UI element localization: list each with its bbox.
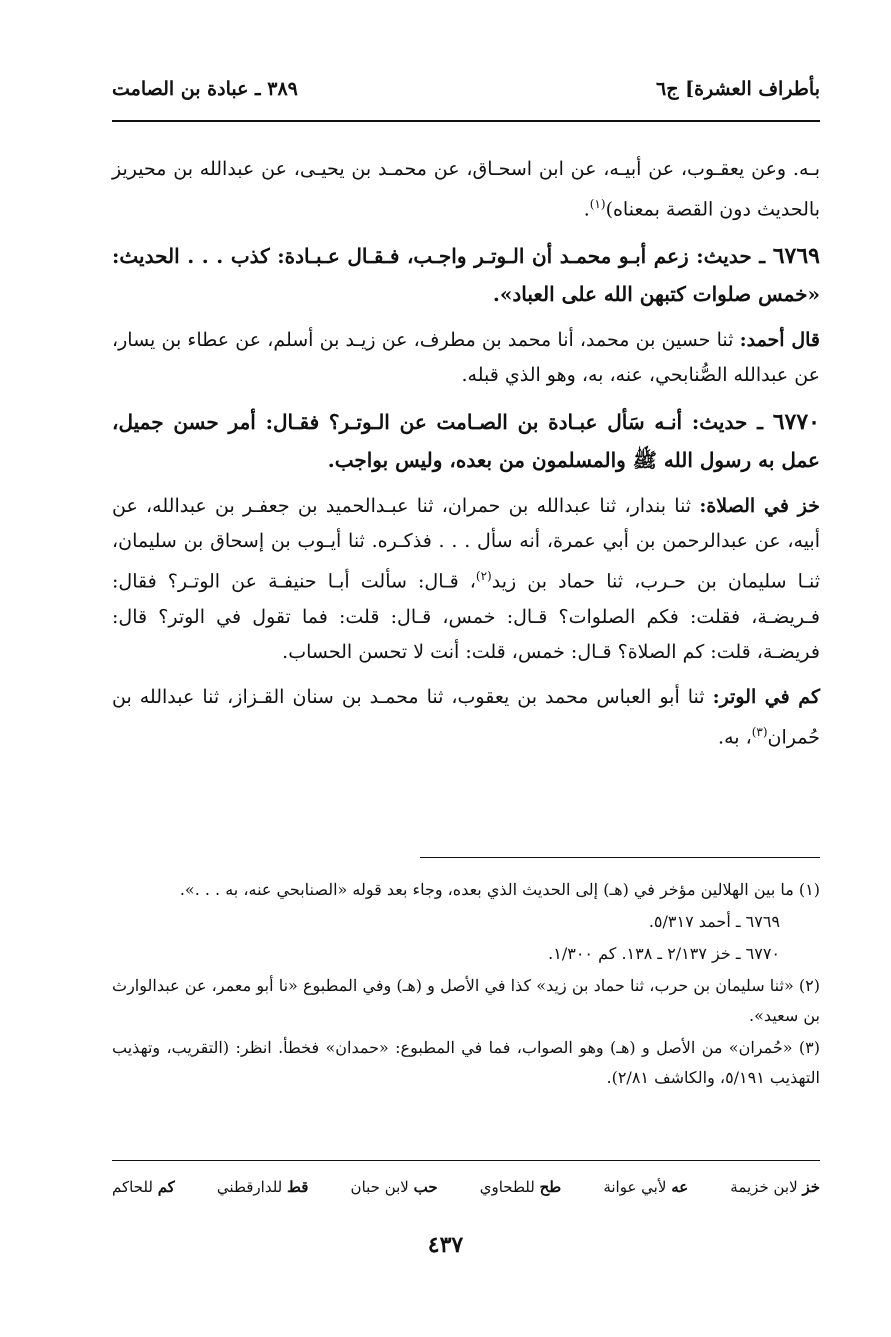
hadith-6770	[112, 403, 820, 479]
paragraph-2: قال أحمد: ثنا حسين بن محمد، أنا محمد بن مطرف، عن زيـد بن أسلم، عن عطاء بن يسار، عن عبدالله الصُّنابحي، عنه، به، وهو الذي قبله.	[112, 329, 820, 387]
page-number: ٤٣٧	[427, 1232, 464, 1258]
main-text	[112, 152, 820, 765]
abbreviations-key	[112, 1178, 820, 1196]
source-lead: قال أحمد:	[739, 329, 820, 352]
abbreviation-item: قط للدارقطني	[216, 1178, 309, 1196]
footnote-6769: ٦٧٦٩ ـ أحمد ٥/٣١٧.	[648, 912, 780, 931]
hadith-text: ـ حديث: زعم أبـو محمـد أن الـوتـر واجـب، فـقـال عـبـادة: كذب . . . الحديث: «خمس صلوات كتبهن الله على العباد».	[112, 244, 820, 307]
paragraph-1: بـه. وعن يعقـوب، عن أبيـه، عن ابن اسحـاق، عن محمـد بن يحيـى، عن عبدالله بن محيريز بالحديث دون القصة بمعناه)$^{(١)}$.	[112, 158, 820, 221]
footnote-2: (٢) «ثنا سليمان بن حرب، ثنا حماد بن زيد» كذا في الأصل و (هـ) وفي المطبوع «نا أبو معمر، عن عبدالوارث بن سعيد».	[112, 976, 821, 1025]
hadith-number: ٦٧٧٠	[772, 409, 820, 436]
footnote-6770: ٦٧٧٠ ـ خز ٢/١٣٧ ـ ١٣٨. كم ١/٣٠٠.	[548, 944, 780, 963]
abbreviation-item: عه لأبي عوانة	[603, 1178, 689, 1196]
footnotes	[112, 875, 820, 1095]
footnote-ref-3: (٣)	[751, 724, 768, 739]
running-header	[112, 72, 820, 106]
paragraph-4: كم في الوتر: ثنا أبو العباس محمد بن يعقوب، ثنا محمـد بن سنان القـزاز، ثنا عبدالله بن حُمران$^{(٣)}$، به.	[112, 685, 820, 748]
abbreviations-divider	[112, 1160, 820, 1161]
footnote-divider	[420, 857, 820, 858]
book-title: بأطراف العشرة] ج٦	[656, 78, 820, 100]
abbreviation-item: حب لابن حبان	[350, 1178, 438, 1196]
hadith-6769	[112, 237, 820, 313]
abbreviation-item: كم للحاكم	[112, 1178, 175, 1196]
footnote-3: (٣) «حُمران» من الأصل و (هـ) وهو الصواب، فما في المطبوع: «حمدان» فخطأ. انظر: (التقريب، وتهذيب التهذيب ٥/١٩١، والكاشف ٢/٨١).	[112, 1038, 820, 1087]
abbreviation-item: خز لابن خزيمة	[730, 1178, 820, 1196]
source-lead: كم في الوتر:	[712, 685, 820, 708]
paragraph-3: خز في الصلاة: ثنا بندار، ثنا عبدالله بن حمران، ثنا عبـدالحميد بن جعفـر بن عبدالله، عن أبيه، عن عبدالرحمن بن أبي عمرة، أنه سأل . . . فذكـره. ثنا أيـوب بن إسحاق بن سليمان، ثنـا سليمان بن حـرب، ثنا حماد بن زيد$^{(٢)}$، قـال: سألت أبـا حنيفـة عن الوتـر؟ فقال: فـريضـة، فقلت: فكم الصلوات؟ قـال: خمس، قـال: قلت: فما تقول في الوتر؟ قال: فريضـة، قلت: كم الصلاة؟ قـال: خمس، قلت: أنت لا تحسن الحساب.	[112, 495, 820, 663]
header-divider	[112, 120, 820, 122]
source-lead: خز في الصلاة:	[699, 495, 820, 518]
footnote-ref-1: (١)	[589, 197, 606, 211]
footnote-ref-2: (٢)	[475, 569, 492, 584]
section-title: ٣٨٩ ـ عبادة بن الصامت	[112, 78, 298, 100]
hadith-text: ـ حديث: أنـه سَأل عبـادة بن الصـامت عن الـوتـر؟ فقـال: أمر حسن جميل، عمل به رسول الله ﷺ والمسلمون من بعده، وليس بواجب.	[112, 410, 820, 473]
hadith-number: ٦٧٦٩	[772, 243, 820, 270]
footnote-1: (١) ما بين الهلالين مؤخر في (هـ) إلى الحديث الذي بعده، وجاء بعد قوله «الصنابحي عنه، به . . .».	[179, 880, 820, 899]
abbreviation-item: طح للطحاوي	[479, 1178, 562, 1196]
